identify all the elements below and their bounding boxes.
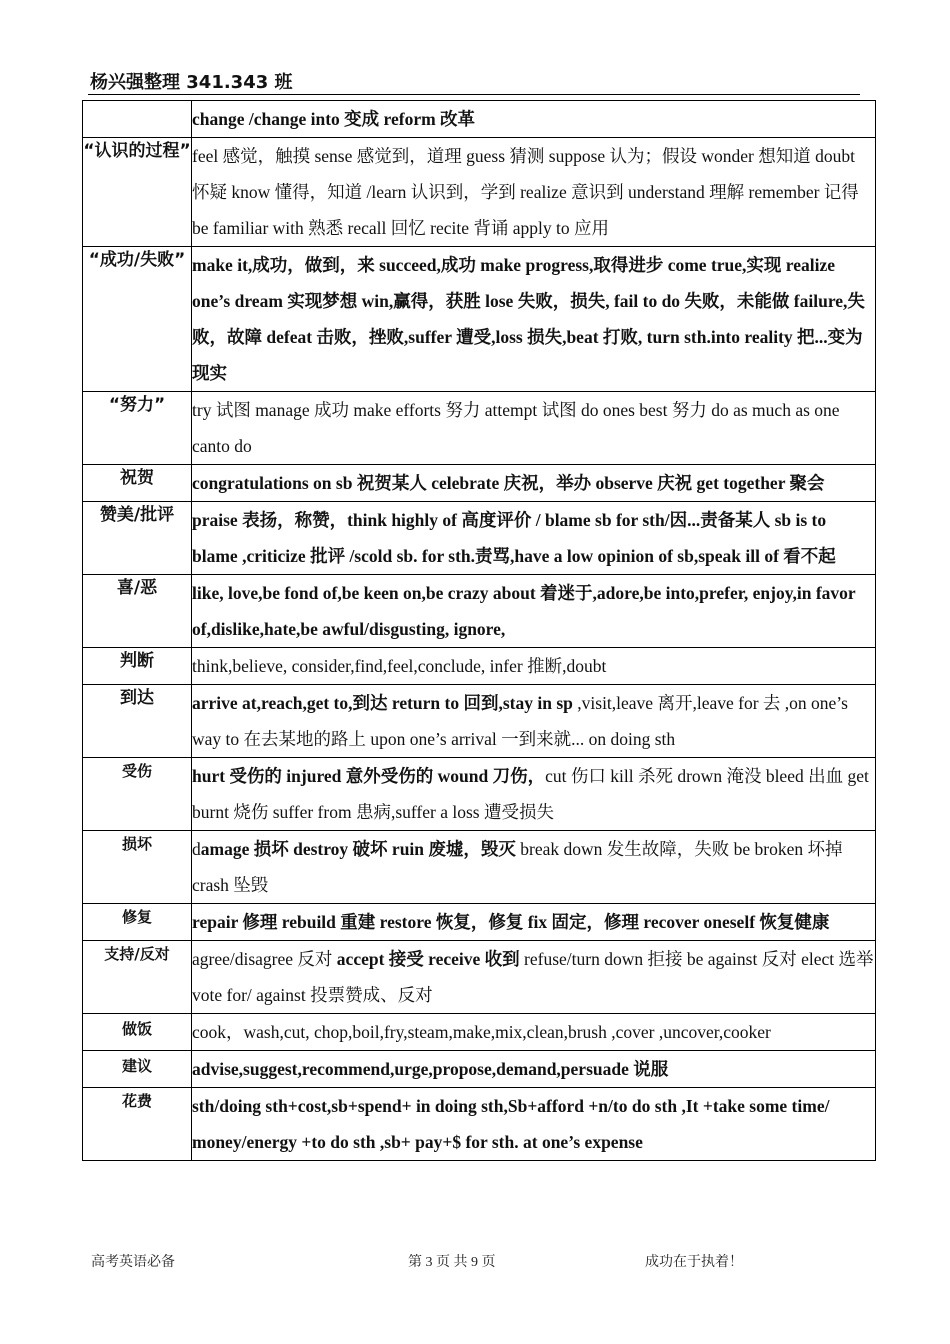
entry-cell: [192, 941, 876, 1014]
table-row: [83, 502, 876, 575]
category-cell: [83, 101, 192, 138]
table-row: [83, 101, 876, 138]
table-row: [83, 831, 876, 904]
category-cell: 支持/反对: [83, 941, 192, 1014]
category-cell: “努力”: [83, 392, 192, 465]
header-title: 杨兴强整理 341.343 班: [90, 72, 293, 93]
table-row: [83, 247, 876, 392]
entry-text: refuse/turn down 拒接 be against 反对 elect 选举 vote for/ against 投票赞成、反对: [192, 949, 874, 1005]
category-cell: 做饭: [83, 1014, 192, 1051]
category-cell: 修复: [83, 904, 192, 941]
category-cell: 赞美/批评: [83, 502, 192, 575]
entry-cell: cook，wash,cut, chop,boil,fry,steam,make,mix,clean,brush ,cover ,uncover,cooker: [192, 1014, 876, 1051]
category-cell: 损坏: [83, 831, 192, 904]
entry-cell: sth/doing sth+cost,sb+spend+ in doing sth,Sb+afford +n/to do sth ,It +take some time/ money/energy +to do sth ,sb+ pay+$ for sth. at one’s expense: [192, 1088, 876, 1161]
entry-cell: try 试图 manage 成功 make efforts 努力 attempt 试图 do ones best 努力 do as much as one canto do: [192, 392, 876, 465]
entry-cell: repair 修理 rebuild 重建 restore 恢复，修复 fix 固定，修理 recover oneself 恢复健康: [192, 904, 876, 941]
table-row: [83, 138, 876, 247]
table-row: [83, 392, 876, 465]
entry-cell: [192, 831, 876, 904]
table-row: [83, 1051, 876, 1088]
category-cell: “认识的过程”: [83, 138, 192, 247]
entry-cell: make it,成功，做到，来 succeed,成功 make progress,取得进步 come true,实现 realize one’s dream 实现梦想 win,赢得，获胜 lose 失败，损失, fail to do 失败，未能做 failure,失败，故障 defeat 击败，挫败,suffer 遭受,loss 损失,beat 打败, turn sth.into reality 把...变为现实: [192, 247, 876, 392]
entry-cell: like, love,be fond of,be keen on,be crazy about 着迷于,adore,be into,prefer, enjoy,in favor of,dislike,hate,be awful/disgusting, ignore,: [192, 575, 876, 648]
entry-cell: praise 表扬，称赞，think highly of 高度评价 / blame sb for sth/因...责备某人 sb is to blame ,criticize 批评 /scold sb. for sth.责骂,have a low opinion of sb,speak ill of 看不起: [192, 502, 876, 575]
table-row: [83, 575, 876, 648]
entry-cell: congratulations on sb 祝贺某人 celebrate 庆祝，举办 observe 庆祝 get together 聚会: [192, 465, 876, 502]
table-row: [83, 941, 876, 1014]
entry-text: d: [192, 839, 201, 859]
entry-cell: advise,suggest,recommend,urge,propose,demand,persuade 说服: [192, 1051, 876, 1088]
category-cell: “成功/失败”: [83, 247, 192, 392]
entry-cell: feel 感觉，触摸 sense 感觉到，道理 guess 猜测 suppose 认为；假设 wonder 想知道 doubt 怀疑 know 懂得，知道 /learn 认识到，学到 realize 意识到 understand 理解 remember 记得 be familiar with 熟悉 recall 回忆 recite 背诵 apply to 应用: [192, 138, 876, 247]
entry-cell: think,believe, consider,find,feel,conclude, infer 推断,doubt: [192, 648, 876, 685]
category-cell: 到达: [83, 685, 192, 758]
page-header: [88, 66, 860, 95]
entry-bold-text: hurt 受伤的 injured 意外受伤的 wound 刀伤，: [192, 766, 546, 786]
category-cell: 祝贺: [83, 465, 192, 502]
entry-text: cut 伤口 kill 杀死 drown 淹没 bleed 出血 get burnt 烧伤 suffer from 患病,suffer a loss 遭受损失: [192, 766, 869, 822]
entry-cell: change /change into 变成 reform 改革: [192, 101, 876, 138]
entry-bold-text: arrive at,reach,get to,到达 return to 回到,stay in sp: [192, 693, 573, 713]
entry-cell: [192, 685, 876, 758]
entry-bold-text: amage 损坏 destroy 破坏 ruin 废墟，毁灭: [200, 839, 516, 859]
footer-left: 高考英语必备: [91, 1255, 175, 1270]
category-cell: 判断: [83, 648, 192, 685]
table-row: [83, 1014, 876, 1051]
entry-text: break down 发生故障，失败 be broken 坏掉 crash 坠毁: [192, 839, 843, 895]
category-cell: 受伤: [83, 758, 192, 831]
vocabulary-table: [82, 100, 876, 1161]
footer-page-number: 第 3 页 共 9 页: [408, 1255, 496, 1270]
entry-cell: [192, 758, 876, 831]
table-row: [83, 904, 876, 941]
table-row: [83, 758, 876, 831]
table-row: [83, 685, 876, 758]
entry-bold-text: accept 接受 receive 收到: [336, 949, 520, 969]
entry-text: agree/disagree 反对: [192, 949, 337, 969]
table-row: [83, 465, 876, 502]
category-cell: 建议: [83, 1051, 192, 1088]
table-row: [83, 1088, 876, 1161]
category-cell: 花费: [83, 1088, 192, 1161]
footer-right: 成功在于执着！: [645, 1255, 743, 1270]
entry-text: ,visit,leave 离开,leave for 去 ,on one’s way to 在去某地的路上 upon one’s arrival 一到来就... on doing sth: [192, 693, 848, 749]
table-row: [83, 648, 876, 685]
category-cell: 喜/恶: [83, 575, 192, 648]
